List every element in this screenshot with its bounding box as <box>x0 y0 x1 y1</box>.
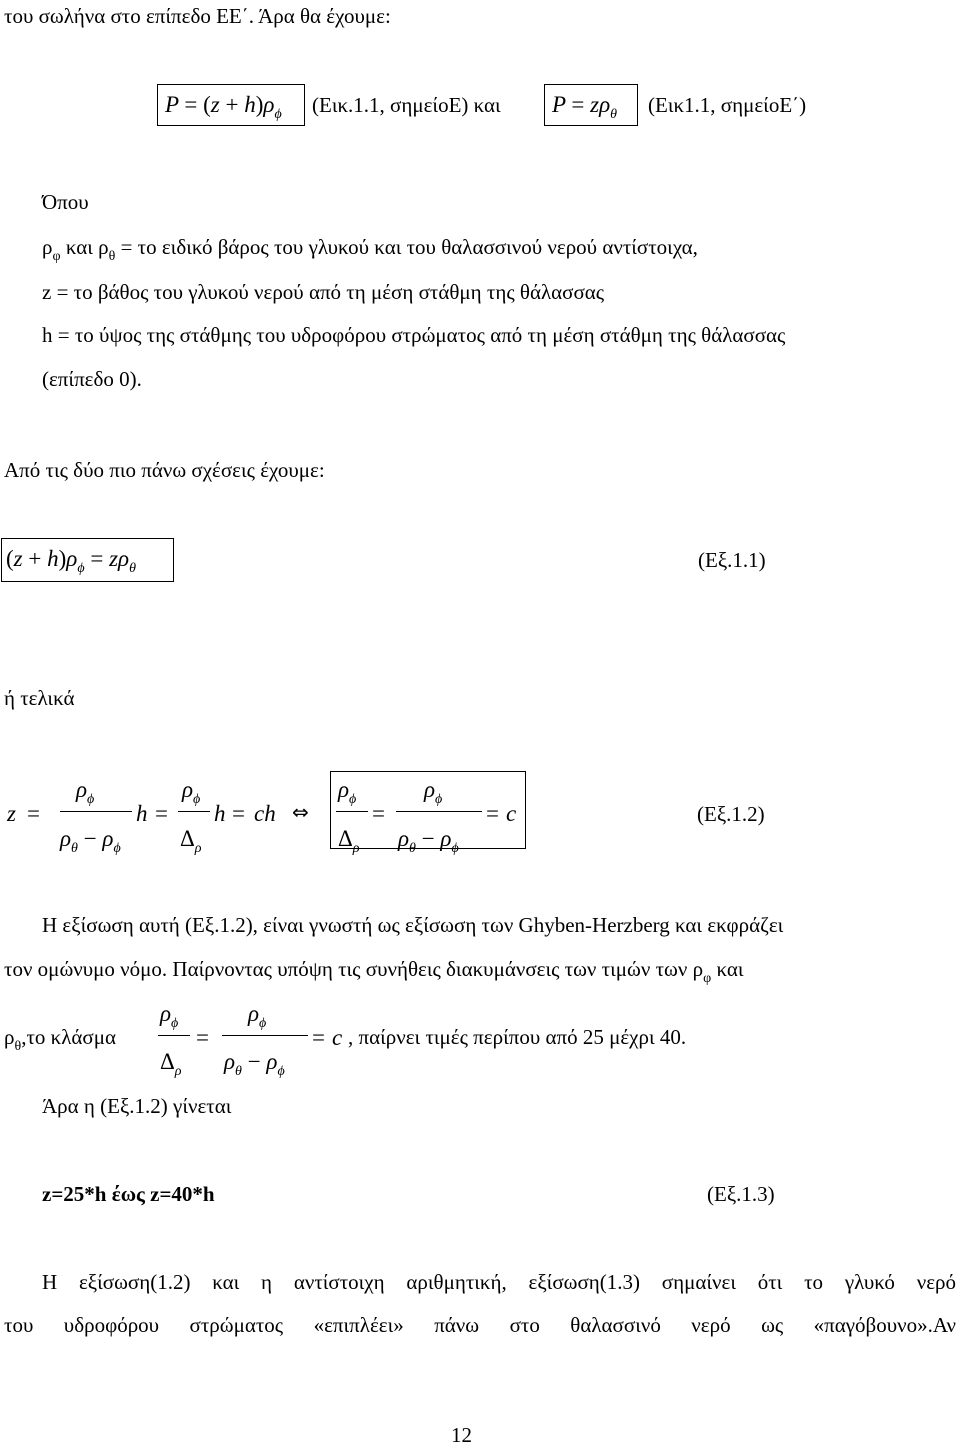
inline-frac2-bar <box>222 1035 308 1036</box>
eq2-frac3-num: $\rho_\phi$ <box>338 777 357 807</box>
equation-p2: $P = z\rho_\theta$ <box>552 92 618 122</box>
eq2-equals-1: = <box>27 801 40 826</box>
eq2-frac1-num: $\rho_\phi$ <box>76 777 95 807</box>
definition-rho: $\rho_\varphi$ και $\rho_\theta = \tau o$ ειδικό βάρος του γλυκού και του θαλασσινού νερού αντίστοιχα, <box>42 235 698 264</box>
equation-1-2-label: (Εξ.1.2) <box>697 802 765 826</box>
page-number: 12 <box>451 1423 472 1447</box>
equation-1-1-label: (Εξ.1.1) <box>698 548 766 572</box>
paragraph-1-line-1: Η εξίσωση αυτή (Εξ.1.2), είναι γνωστή ως εξίσωση των Ghyben-Herzberg και εκφράζει <box>42 913 784 937</box>
eq2-equals-2: = <box>155 801 168 826</box>
equation-p1-ref: (Εικ.1.1, σημείοΕ) και <box>312 93 501 117</box>
eq2-z: z <box>7 801 16 826</box>
eq2-frac1-den: $\rho_\theta - \rho_\phi$ <box>60 826 121 856</box>
becomes-label: Άρα η (Εξ.1.2) γίνεται <box>42 1094 232 1118</box>
equation-1-3-label: (Εξ.1.3) <box>707 1182 775 1206</box>
inline-frac1-bar <box>158 1035 190 1036</box>
paragraph-1-line-3-start: $\rho_\theta,\tau o$ κλάσμα <box>4 1025 116 1054</box>
eq2-ch: ch <box>254 801 276 826</box>
equation-p2-ref: (Εικ1.1, σημείοΕ΄) <box>648 93 807 117</box>
eq2-frac3-den: $\Delta_\rho$ <box>338 826 360 856</box>
inline-frac2-den: $\rho_\theta - \rho_\phi$ <box>224 1049 285 1079</box>
eq2-equals-5: = <box>486 801 499 826</box>
eq2-frac4-bar <box>396 811 482 812</box>
inline-equals-2: = <box>312 1025 325 1050</box>
eq2-h-2: h <box>214 801 226 826</box>
eq2-frac4-den: $\rho_\theta - \rho_\phi$ <box>398 826 459 856</box>
relations-intro: Από τις δύο πιο πάνω σχέσεις έχουμε: <box>4 458 325 482</box>
text-line-top: του σωλήνα στο επίπεδο ΕΕ΄. Άρα θα έχουμε: <box>4 4 391 28</box>
iff-icon: ⇔ <box>292 800 309 824</box>
definition-z: z = το βάθος του γλυκού νερού από τη μέση στάθμη της θάλασσας <box>42 280 605 304</box>
inline-frac1-num: $\rho_\phi$ <box>160 1001 179 1031</box>
paragraph-1-line-2: τον ομώνυμο νόμο. Παίρνοντας υπόψη τις συνήθεις διακυμάνσεις των τιμών των $\rho_\varphi$ και <box>4 957 744 986</box>
inline-equals-1: = <box>196 1025 209 1050</box>
eq2-c: c <box>506 801 517 826</box>
finally-label: ή τελικά <box>4 686 75 710</box>
inline-c: c <box>332 1025 343 1050</box>
eq2-frac2-den: $\Delta_\rho$ <box>180 826 202 856</box>
paragraph-2-line-1: Η εξίσωση(1.2) και η αντίστοιχη αριθμητική, εξίσωση(1.3) σημαίνει ότι το γλυκό νερό <box>42 1270 956 1294</box>
definition-h: h = το ύψος της στάθμης του υδροφόρου στρώματος από τη μέση στάθμη της θάλασσας <box>42 323 786 347</box>
eq2-frac4-num: $\rho_\phi$ <box>424 777 443 807</box>
definition-h-cont: (επίπεδο 0). <box>42 367 142 391</box>
eq2-frac2-num: $\rho_\phi$ <box>182 777 201 807</box>
equation-1-3: z=25*h έως z=40*h <box>42 1182 215 1206</box>
equation-p1: $P = (z + h)\rho_\phi$ <box>165 92 282 122</box>
inline-frac1-den: $\Delta_\rho$ <box>160 1049 182 1079</box>
paragraph-2-line-2: του υδροφόρου στρώματος «επιπλέει» πάνω στο θαλασσινό νερό ως «παγόβουνο».Αν <box>4 1313 956 1337</box>
inline-frac2-num: $\rho_\phi$ <box>248 1001 267 1031</box>
eq2-equals-3: = <box>232 801 245 826</box>
eq2-equals-4: = <box>372 801 385 826</box>
eq2-h-1: h <box>136 801 148 826</box>
equation-1-1: $(z + h)\rho_\phi = z\rho_\theta$ <box>6 546 136 576</box>
eq2-frac1-bar <box>60 811 132 812</box>
eq2-frac3-bar <box>336 811 368 812</box>
paragraph-1-line-3-end: , παίρνει τιμές περίπου από 25 μέχρι 40. <box>348 1025 687 1049</box>
eq2-frac2-bar <box>178 811 210 812</box>
where-label: Όπου <box>42 190 89 214</box>
